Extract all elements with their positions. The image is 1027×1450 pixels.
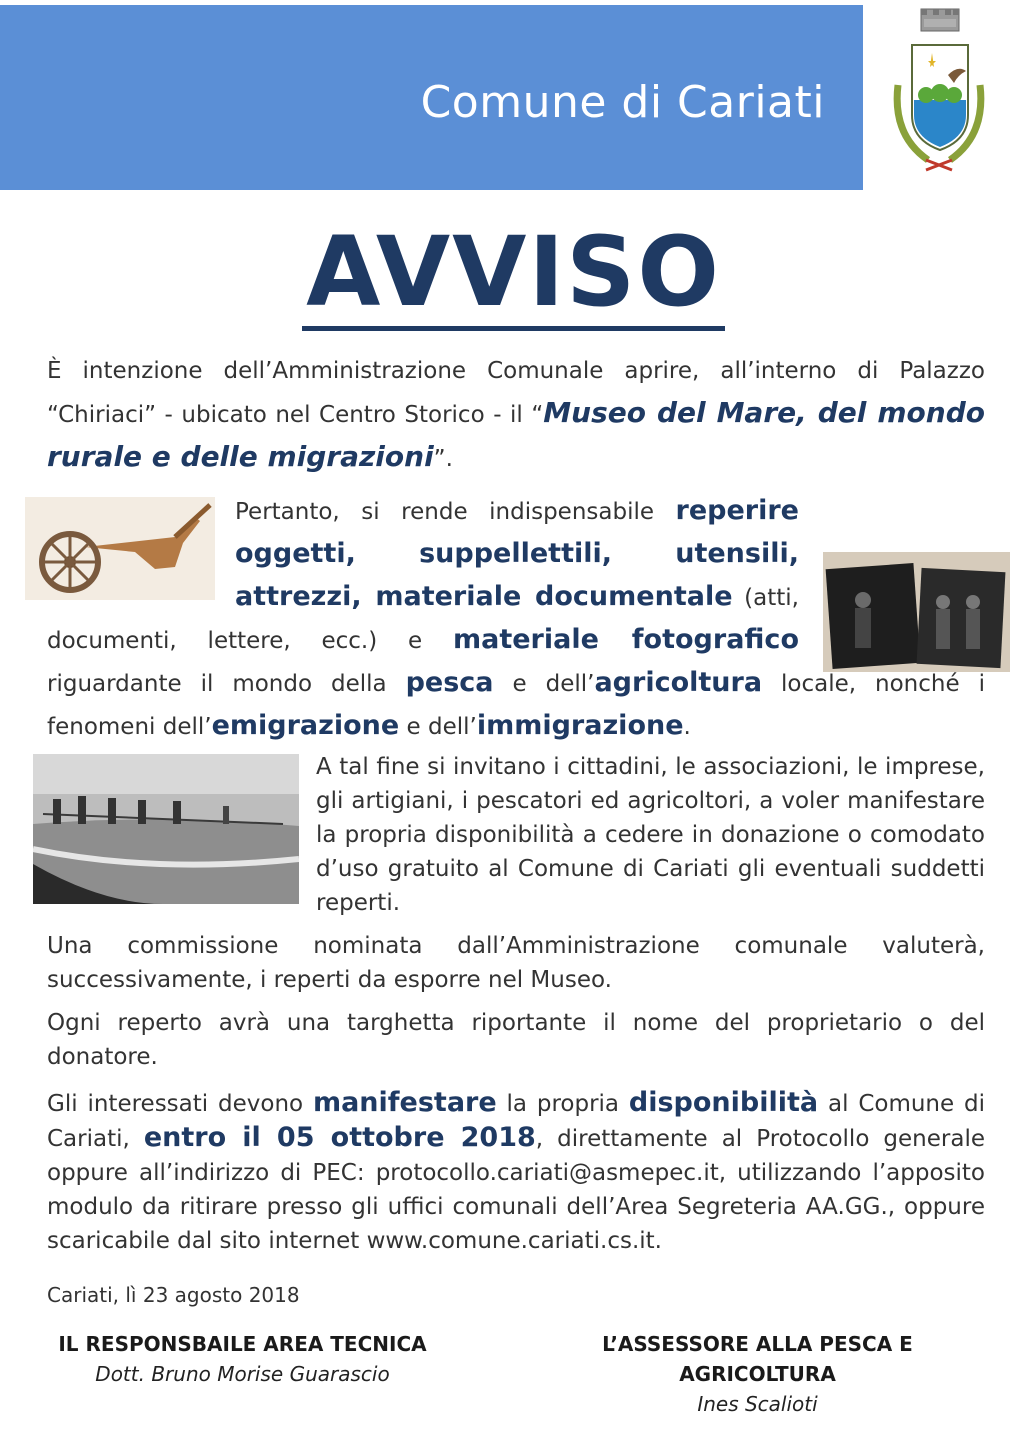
para2-bold-5: emigrazione: [211, 710, 400, 741]
paragraph-commission: Una commissione nominata dall’Amministrazione comunale valuterà, successivamente, i reperti da esporre nel Museo.: [47, 933, 985, 993]
notice-heading: [0, 216, 1027, 331]
para6-bold-1: manifestare: [312, 1087, 497, 1118]
paragraph-objects: [47, 490, 985, 748]
intro-text-2: ”.: [433, 446, 453, 472]
signature-left: [40, 1329, 445, 1389]
para6-text-1: Gli interessati devono: [47, 1091, 313, 1117]
para6-bold-2: disponibilità: [628, 1087, 819, 1118]
para2-text-1: Pertanto, si rende indispensabile: [235, 499, 676, 525]
signature-left-name: Dott. Bruno Morise Guarascio: [95, 1362, 390, 1386]
intro-text-1: È intenzione dell’Amministrazione Comunale aprire, all’interno di Palazzo “Chiriaci” - ubicato nel Centro Storico - il “: [47, 358, 985, 428]
para2-text-4: e dell’: [493, 671, 595, 697]
museum-name: Museo del Mare, del mondo rurale e delle migrazioni: [47, 396, 985, 473]
notice-heading-text: AVVISO: [302, 222, 725, 331]
para2-text-6: e dell’: [399, 714, 477, 740]
header-banner: [0, 5, 863, 190]
para2-bold-2: materiale fotografico: [452, 624, 799, 655]
para6-text-4: , direttamente al Protocollo generale oppure all’indirizzo di PEC: protocollo.cariati@asmepec.it, utilizzando l’apposito modulo da ritirare presso gli uffici comunali dell’Area Segreteria AA.GG., oppure scaricabile dal sito internet www.comune.cariati.cs.it.: [47, 1126, 985, 1254]
para2-bold-4: agricoltura: [594, 667, 763, 698]
signature-right: [530, 1329, 985, 1419]
paragraph-deadline: [47, 1086, 985, 1258]
intro-paragraph: [47, 350, 985, 480]
para6-bold-3: entro il 05 ottobre 2018: [143, 1122, 536, 1153]
banner-title: Comune di Cariati: [420, 77, 825, 128]
para2-bold-3: pesca: [405, 667, 494, 698]
coat-of-arms-icon: [888, 5, 988, 183]
paragraph-invitation: A tal fine si invitano i cittadini, le associazioni, le imprese, gli artigiani, i pescatori ed agricoltori, a voler manifestare la propria disponibilità a cedere in donazione o comodato d’uso gratuito al Comune di Cariati gli eventuali suddetti reperti.: [316, 754, 985, 916]
para2-text-5: locale, nonché i fenomeni dell’: [47, 671, 985, 740]
signature-left-role: IL RESPONSBAILE AREA TECNICA: [58, 1332, 427, 1356]
para2-text-3: riguardante il mondo della: [47, 671, 406, 697]
notice-date: Cariati, lì 23 agosto 2018: [47, 1283, 300, 1307]
para2-bold-6: immigrazione: [476, 710, 684, 741]
para2-text-2: (atti, documenti, lettere, ecc.) e: [47, 585, 799, 654]
paragraph-nameplate: Ogni reperto avrà una targhetta riportante il nome del proprietario o del donatore.: [47, 1010, 985, 1070]
para2-bold-1: reperire oggetti, suppellettili, utensili, attrezzi, materiale documentale: [235, 495, 799, 612]
para6-text-2: la propria: [496, 1091, 629, 1117]
para2-text-7: .: [683, 714, 691, 740]
para6-text-3: al Comune di Cariati,: [47, 1091, 985, 1152]
fishermen-net-photo: [33, 754, 299, 904]
signature-right-name: Ines Scalioti: [697, 1392, 818, 1416]
signature-right-role: L’ASSESSORE ALLA PESCA E AGRICOLTURA: [602, 1332, 913, 1386]
